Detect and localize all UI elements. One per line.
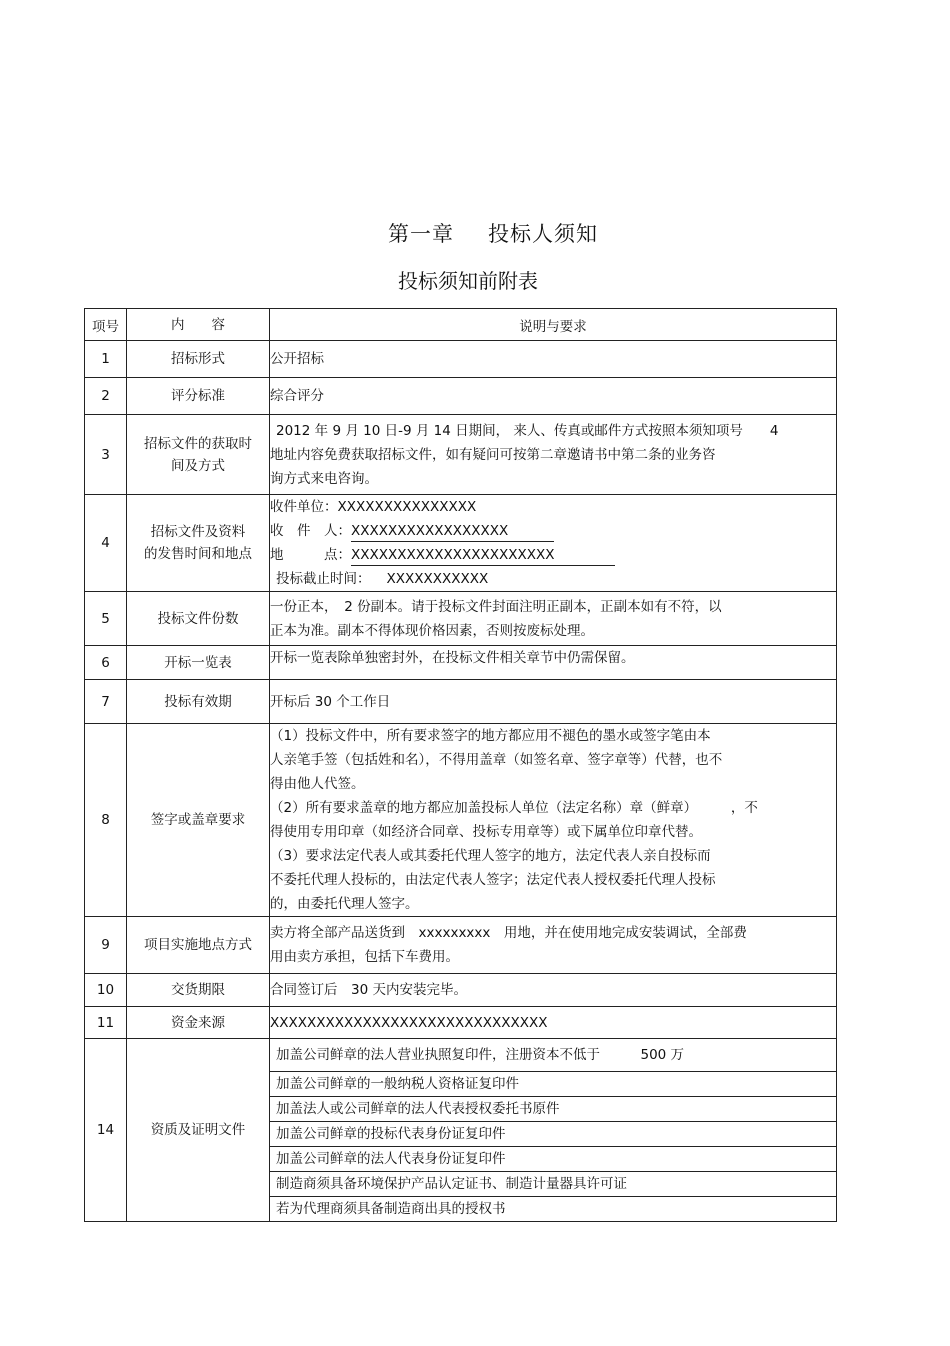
chapter-title: [0, 218, 950, 248]
row-no: 3: [85, 415, 127, 495]
row-desc: [270, 724, 837, 917]
table-row: [85, 1007, 837, 1039]
desc-line: 地址内容免费获取招标文件，如有疑问可按第二章邀请书中第二条的业务咨: [270, 446, 716, 463]
desc-line: 用由卖方承担，包括下车费用。: [270, 949, 459, 965]
item-line: 招标文件的获取时: [144, 435, 252, 452]
field-location: 地 点：XXXXXXXXXXXXXXXXXXXXXX: [270, 543, 836, 567]
row-no: 6: [85, 646, 127, 680]
table-row: [85, 974, 837, 1007]
desc-line: 的，由委托代理人签字。: [270, 896, 419, 912]
row-desc: 公开招标: [270, 341, 837, 378]
item-line: 招标文件及资料: [150, 524, 246, 540]
row-no: 9: [85, 917, 127, 974]
header-desc: 说明与要求: [270, 309, 837, 341]
header-item: 内 容: [127, 309, 270, 341]
table-row: [85, 495, 837, 592]
chapter-name: 投标人须知: [488, 222, 598, 246]
table-row: [85, 1039, 837, 1222]
table-row: [85, 646, 837, 680]
row-item: 投标文件份数: [127, 592, 270, 646]
header-no: 项号: [85, 309, 127, 341]
field-receiver-unit: 收件单位：XXXXXXXXXXXXXXX: [270, 499, 477, 515]
sub-item: 制造商须具备环境保护产品认定证书、制造计量器具许可证: [270, 1172, 836, 1197]
desc-line: （3）要求法定代表人或其委托代理人签字的地方，法定代表人亲自投标而: [270, 848, 711, 864]
bid-notice-table: [84, 308, 837, 1222]
row-item: [127, 415, 270, 495]
table-row: [85, 341, 837, 378]
table-row: [85, 680, 837, 724]
row-item: 交货期限: [127, 974, 270, 1007]
sub-item: 加盖公司鲜章的法人代表身份证复印件: [270, 1147, 836, 1172]
row-no: 10: [85, 974, 127, 1007]
row-item: 资质及证明文件: [127, 1039, 270, 1222]
table-title: 投标须知前附表: [398, 269, 538, 293]
row-desc: 开标后 30 个工作日: [270, 680, 837, 724]
row-no: 14: [85, 1039, 127, 1222]
row-desc: [270, 495, 837, 592]
desc-line: 卖方将全部产品送货到 xxxxxxxxx 用地，并在使用地完成安装调试，全部费: [270, 925, 747, 941]
header-row: [85, 309, 837, 341]
chapter-number: 第一章: [388, 222, 454, 246]
row-no: 2: [85, 378, 127, 415]
row-item: 评分标准: [127, 378, 270, 415]
table-row: [85, 378, 837, 415]
field-deadline: 投标截止时间： XXXXXXXXXXX: [276, 571, 489, 587]
item-line: 的发售时间和地点: [144, 546, 252, 562]
row-item: 资金来源: [127, 1007, 270, 1039]
desc-line: 2012 年 9 月 10 日-9 月 14 日期间， 来人、传真或邮件方式按照本须知项号 4: [276, 422, 779, 439]
row-no: 4: [85, 495, 127, 592]
desc-line: 询方式来电咨询。: [270, 470, 378, 487]
sub-item: 加盖法人或公司鲜章的法人代表授权委托书原件: [270, 1097, 836, 1122]
desc-line: （1）投标文件中，所有要求签字的地方都应用不褪色的墨水或签字笔由本: [270, 728, 711, 744]
row-item: [127, 495, 270, 592]
desc-line: 一份正本， 2 份副本。请于投标文件封面注明正副本，正副本如有不符，以: [270, 598, 722, 615]
row-desc: 合同签订后 30 天内安装完毕。: [270, 974, 837, 1007]
row-desc: [270, 415, 837, 495]
row-no: 8: [85, 724, 127, 917]
row-desc: [270, 917, 837, 974]
desc-line: 得由他人代签。: [270, 776, 365, 792]
sub-item: 加盖公司鲜章的投标代表身份证复印件: [270, 1122, 836, 1147]
row-no: 5: [85, 592, 127, 646]
table-row: [85, 415, 837, 495]
desc-line: 不委托代理人投标的，由法定代表人签字；法定代表人授权委托代理人投标: [270, 872, 716, 888]
row-item: 签字或盖章要求: [127, 724, 270, 917]
row-no: 7: [85, 680, 127, 724]
row-item: 开标一览表: [127, 646, 270, 680]
row-desc: [270, 592, 837, 646]
desc-line: 得使用专用印章（如经济合同章、投标专用章等）或下属单位印章代替。: [270, 824, 702, 840]
table-row: [85, 592, 837, 646]
desc-line: （2）所有要求盖章的地方都应加盖投标人单位（法定名称）章（鲜章） ，不: [270, 800, 758, 816]
row-item: 招标形式: [127, 341, 270, 378]
desc-line: 正本为准。副本不得体现价格因素，否则按废标处理。: [270, 622, 594, 639]
row-item: 投标有效期: [127, 680, 270, 724]
row-item: 项目实施地点方式: [127, 917, 270, 974]
sub-item: 若为代理商须具备制造商出具的授权书: [276, 1201, 506, 1217]
row-desc: 开标一览表除单独密封外，在投标文件相关章节中仍需保留。: [270, 646, 837, 680]
item-line: 间及方式: [171, 457, 225, 474]
row-no: 1: [85, 341, 127, 378]
sub-item: 加盖公司鲜章的一般纳税人资格证复印件: [270, 1072, 836, 1097]
row-no: 11: [85, 1007, 127, 1039]
row-desc: XXXXXXXXXXXXXXXXXXXXXXXXXXXXXX: [270, 1007, 837, 1039]
table-row: [85, 917, 837, 974]
row-desc: [270, 1039, 837, 1222]
desc-line: 人亲笔手签（包括姓和名），不得用盖章（如签名章、签字章等）代替，也不: [270, 752, 723, 768]
table-row: [85, 724, 837, 917]
row-desc: 综合评分: [270, 378, 837, 415]
field-receiver: 收 件 人：XXXXXXXXXXXXXXXXX: [270, 519, 836, 543]
sub-item: 加盖公司鲜章的法人营业执照复印件，注册资本不低于 500 万: [270, 1039, 836, 1072]
